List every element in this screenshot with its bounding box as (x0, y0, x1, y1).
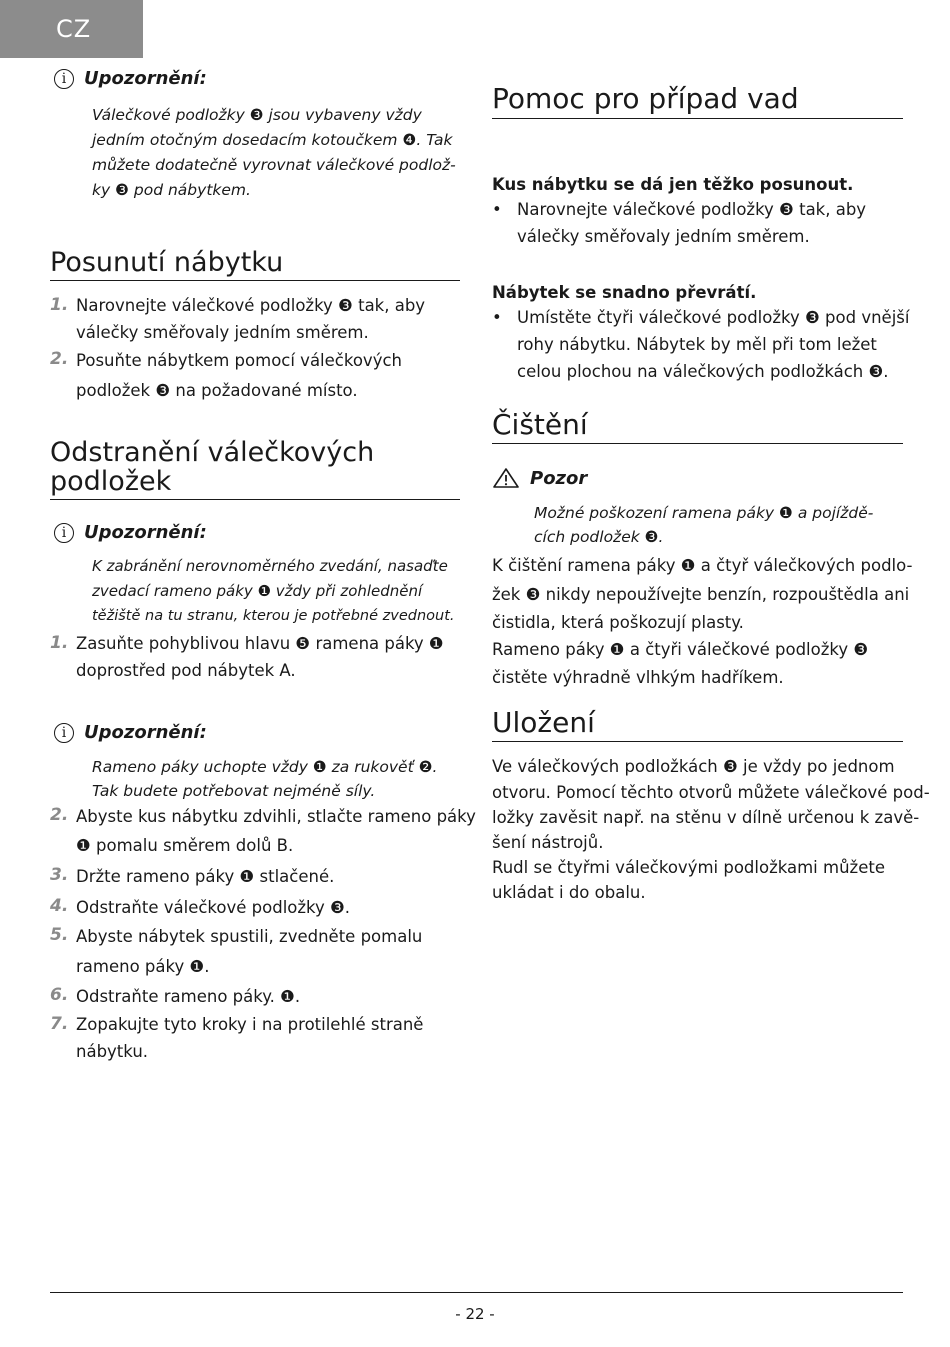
notice-line: Tak budete potřebovat nejméně síly. (92, 782, 376, 800)
section-heading-line: Odstranění válečkových (50, 437, 375, 468)
bullet-line: válečky směřovaly jedním směrem. (517, 227, 810, 246)
step-line: Abyste kus nábytku zdvihli, stlačte rameno páky (76, 807, 476, 826)
step-line: Odstraňte rameno páky. ❶. (76, 987, 301, 1006)
warning-line: Možné poškození ramena páky ❶ a pojíždě- (534, 504, 874, 522)
warning-heading (492, 467, 587, 489)
section-heading: Uložení (492, 708, 903, 742)
bullet-dot: • (492, 200, 502, 219)
notice-title: Upozornění: (84, 522, 207, 543)
step-line: Abyste nábytek spustili, zvedněte pomalu (76, 927, 423, 946)
info-icon: i (54, 523, 74, 543)
step-item (50, 1011, 460, 1065)
text-line: čistidla, která poškozují plasty. (492, 613, 744, 632)
step-number: 7. (50, 1014, 69, 1034)
text-line: Rudl se čtyřmi válečkovými podložkami můžete (492, 858, 885, 877)
step-line: válečky směřovaly jedním směrem. (76, 323, 369, 342)
bullet-line: celou plochou na válečkových podložkách ❸. (517, 362, 889, 381)
step-number: 2. (50, 805, 69, 825)
notice-body (92, 755, 462, 803)
step-line: doprostřed pod nábytek A. (76, 661, 296, 680)
step-line: nábytku. (76, 1042, 149, 1061)
storage-text (492, 753, 930, 905)
step-number: 2. (50, 349, 69, 369)
step-line: Držte rameno páky ❶ stlačené. (76, 867, 335, 886)
notice-heading (50, 722, 207, 743)
warning-icon (492, 467, 520, 489)
section-heading: Posunutí nábytku (50, 248, 460, 281)
page-number: - 22 - (455, 1305, 495, 1323)
warning-body (534, 501, 904, 549)
step-item (50, 630, 460, 684)
step-line: Zopakujte tyto kroky i na protilehlé straně (76, 1015, 424, 1034)
steps-list (50, 292, 460, 406)
step-line: Zasuňte pohyblivou hlavu ❺ ramena páky ❶ (76, 634, 444, 653)
text-line: žek ❸ nikdy nepoužívejte benzín, rozpouštědla ani (492, 585, 910, 604)
bullet-line: Umístěte čtyři válečkové podložky ❸ pod vnější (517, 308, 910, 327)
notice-line: K zabránění nerovnoměrného zvedání, nasaďte (92, 557, 448, 575)
step-line: rameno páky ❶. (76, 957, 210, 976)
step-item (50, 862, 460, 891)
step-item (50, 346, 460, 406)
bullet-item (492, 304, 910, 385)
text-line: K čištění ramena páky ❶ a čtyř válečkových podlo- (492, 556, 913, 575)
notice-heading (50, 522, 207, 543)
bullet-line: rohy nábytku. Nábytek by měl při tom ležet (517, 335, 877, 354)
step-line: ❶ pomalu směrem dolů B. (76, 836, 294, 855)
warning-title: Pozor (530, 467, 588, 489)
step-number: 6. (50, 985, 69, 1005)
step-line: Narovnejte válečkové podložky ❸ tak, aby (76, 296, 426, 315)
text-line: šení nástrojů. (492, 833, 604, 852)
text-line: čistěte výhradně vlhkým hadříkem. (492, 668, 784, 687)
section-heading-line: podložek (50, 466, 172, 497)
notice-title: Upozornění: (84, 722, 207, 743)
section-heading: Čištění (492, 410, 903, 444)
text-line: otvoru. Pomocí těchto otvorů můžete válečkové pod- (492, 783, 930, 802)
notice-title: Upozornění: (84, 68, 207, 89)
step-number: 1. (50, 295, 69, 315)
notice-line: zvedací rameno páky ❶ vždy při zohlednění (92, 582, 423, 600)
section-heading (50, 438, 460, 500)
text-line: ukládat i do obalu. (492, 883, 646, 902)
notice-line: Válečkové podložky ❸ jsou vybaveny vždy (92, 106, 422, 124)
step-line: podložek ❸ na požadované místo. (76, 381, 358, 400)
step-line: Posuňte nábytkem pomocí válečkových (76, 351, 402, 370)
warning-line: cích podložek ❸. (534, 528, 664, 546)
notice-line: Rameno páky uchopte vždy ❶ za rukověť ❷. (92, 758, 438, 776)
notice-body (92, 103, 462, 203)
step-item (50, 802, 476, 860)
notice-body (92, 554, 462, 629)
step-number: 4. (50, 896, 69, 916)
step-item (50, 292, 460, 346)
text-line: Rameno páky ❶ a čtyři válečkové podložky ❸ (492, 640, 869, 659)
bullet-item (492, 196, 903, 250)
bullet-line: Narovnejte válečkové podložky ❸ tak, aby (517, 200, 867, 219)
info-icon: i (54, 69, 74, 89)
text-line: ložky zavěsit např. na stěnu v dílně určenou k zavě- (492, 808, 920, 827)
cleaning-text (492, 551, 913, 691)
step-item (50, 982, 460, 1011)
step-line: Odstraňte válečkové podložky ❸. (76, 898, 351, 917)
text-line: Ve válečkových podložkách ❸ je vždy po jednom (492, 757, 895, 776)
step-number: 1. (50, 633, 69, 653)
bullet-dot: • (492, 308, 502, 327)
problem-title: Nábytek se snadno převrátí. (492, 283, 757, 302)
footer-divider (50, 1292, 903, 1293)
notice-line: těžiště na tu stranu, kterou je potřebné zvednout. (92, 608, 455, 624)
section-heading: Pomoc pro případ vad (492, 84, 903, 119)
notice-heading (50, 68, 207, 89)
steps-list (50, 802, 476, 1065)
step-item (50, 922, 460, 982)
info-icon: i (54, 723, 74, 743)
step-number: 3. (50, 865, 69, 885)
notice-line: jedním otočným dosedacím kotoučkem ❹. Tak (92, 131, 453, 149)
step-item (50, 893, 460, 922)
step-number: 5. (50, 925, 69, 945)
problem-title: Kus nábytku se dá jen těžko posunout. (492, 175, 854, 194)
notice-line: ky ❸ pod nábytkem. (92, 181, 251, 199)
language-tab: CZ (0, 0, 143, 58)
notice-line: můžete dodatečně vyrovnat válečkové podlož- (92, 156, 456, 174)
